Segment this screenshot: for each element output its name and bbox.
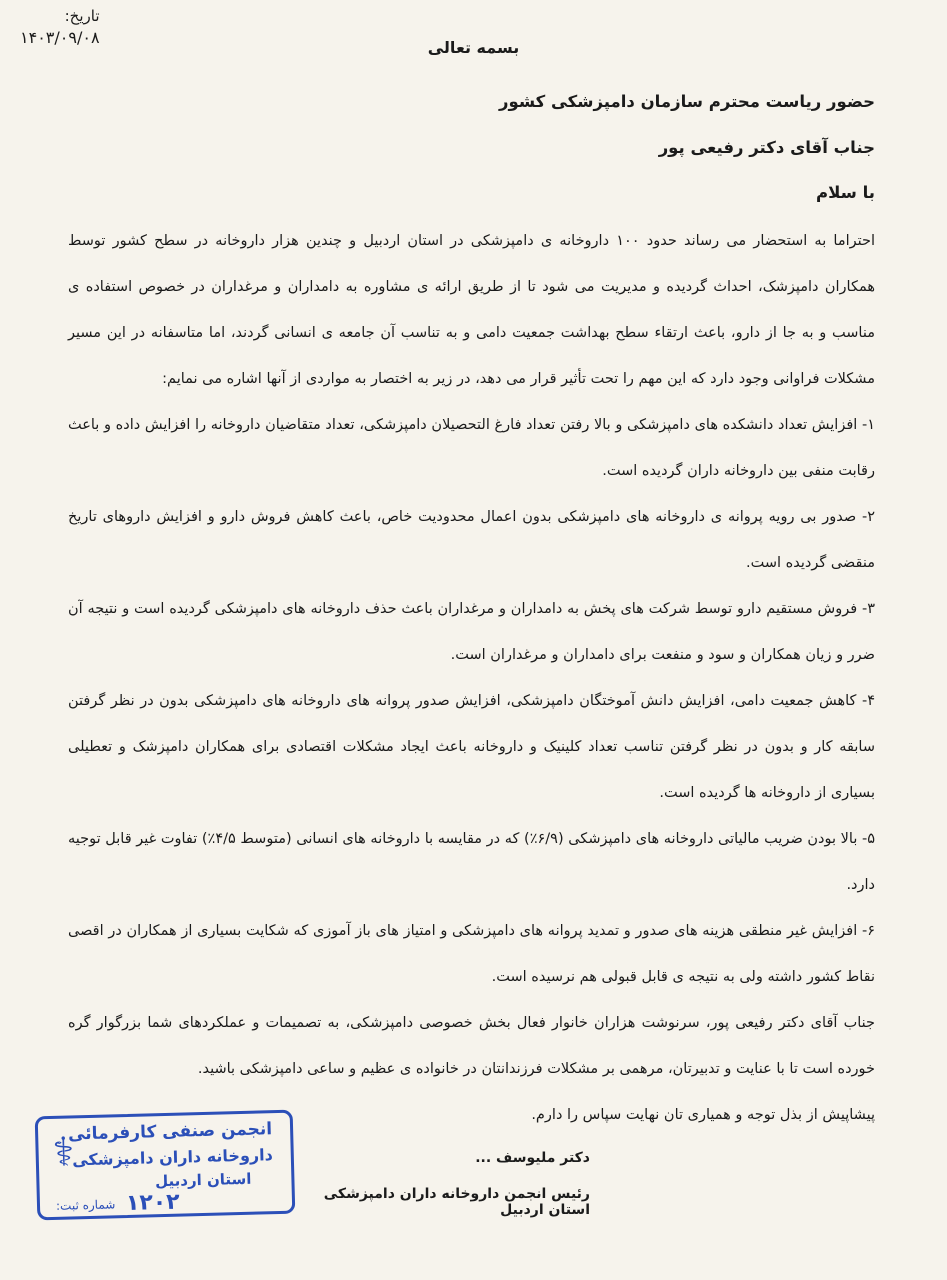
list-item: ۳- فروش مستقیم دارو توسط شرکت های پخش به دامداران و مرغداران باعث حذف داروخانه های دامپزشکی گردیده است و نتیجه آن ضرر و زیان همکاران و سود و منفعت برای دامداران و مرغداران است. xyxy=(68,601,875,663)
signature-name: دکتر ملیوسف ... xyxy=(475,1150,590,1166)
addressee-line-1: حضور ریاست محترم سازمان دامپزشکی کشور xyxy=(499,92,875,111)
list-item: ۶- افزایش غیر منطقی هزینه های صدور و تمدید پروانه های دامپزشکی و امتیاز های باز آموزی که شکایت بسیاری از همکاران در اقصی نقاط کشور داشته ولی به نتیجه ی قابل قبولی هم نرسیده است. xyxy=(68,923,875,985)
list-item: ۴- کاهش جمعیت دامی، افزایش دانش آموختگان دامپزشکی، افزایش صدور پروانه های داروخانه های دامپزشکی بدون در نظر گرفتن سابقه کار و بدون در نظر گرفتن تناسب تعداد کلینیک و داروخانه باعث ایجاد مشکلات اقتصادی برای همکاران دامپزشک و تعطیلی بسیاری از داروخانه ها گردیده است. xyxy=(68,693,875,801)
stamp-line-2: داروخانه داران دامپزشکی xyxy=(71,1145,274,1170)
greeting: با سلام xyxy=(816,183,875,202)
addressee-line-2: جناب آقای دکتر رفیعی پور xyxy=(658,138,875,157)
date-label: تاریخ: xyxy=(64,7,100,25)
letter-body xyxy=(68,218,875,1138)
list-item: ۵- بالا بودن ضریب مالیاتی داروخانه های دامپزشکی (۶/۹٪) که در مقایسه با داروخانه های انسانی (متوسط ۴/۵٪) تفاوت غیر قابل توجیه دارد. xyxy=(68,831,875,893)
closing-paragraph: جناب آقای دکتر رفیعی پور، سرنوشت هزاران خانوار فعال بخش خصوصی دامپزشکی، به تصمیمات و عملکردهای شما بزرگوار گره خورده است تا با عنایت و تدبیرتان، مرهمی بر مشکلات فرزندانتان در خانواده ی عظیم و ساعی دامپزشکی باشید. xyxy=(68,1015,875,1077)
stamp-line-3: استان اردبیل xyxy=(154,1169,252,1191)
official-stamp xyxy=(35,1110,296,1221)
list-item: ۱- افزایش تعداد دانشکده های دامپزشکی و بالا رفتن تعداد فارغ التحصیلان دامپزشکی، تعداد متقاضیان داروخانه را افزایش داده و باعث رقابت منفی بین داروخانه داران گردیده است. xyxy=(68,417,875,479)
stamp-line-1: انجمن صنفی کارفرمائی xyxy=(67,1119,273,1145)
signature-title: رئیس انجمن داروخانه داران دامپزشکی استان اردبیل xyxy=(323,1186,590,1218)
intro-paragraph: احتراما به استحضار می رساند حدود ۱۰۰ داروخانه ی دامپزشکی در استان اردبیل و چندین هزار داروخانه در سطح کشور توسط همکاران دامپزشک، احداث گردیده و مدیریت می شود تا از طریق ارائه ی مشاوره به دامداران و مرغداران در خصوص استفاده ی مناسب و به جا از دارو، باعث ارتقاء سطح بهداشت جمعیت دامی و به تناسب آن جامعه ی انسانی گردند، اما متاسفانه در این مسیر مشکلات فراوانی وجود دارد که این مهم را تحت تأثیر قرار می دهد، در زیر به اختصار به مواردی از آنها اشاره می نمایم: xyxy=(68,233,875,387)
list-item: ۲- صدور بی رویه پروانه ی داروخانه های دامپزشکی بدون اعمال محدودیت خاص، باعث کاهش فروش دارو و افزایش داروهای تاریخ منقضی گردیده است. xyxy=(68,509,875,571)
caduceus-icon: ⚕ xyxy=(52,1129,75,1176)
stamp-reg-label: شماره ثبت: xyxy=(55,1197,116,1213)
date-value: ۱۴۰۳/۰۹/۰۸ xyxy=(20,28,100,47)
stamp-number: ۱۲۰۲ xyxy=(125,1189,181,1217)
basmala-heading: بسمه تعالی xyxy=(427,38,520,57)
thanks-paragraph: پیشاپیش از بذل توجه و همیاری تان نهایت سپاس را دارم. xyxy=(531,1107,875,1123)
